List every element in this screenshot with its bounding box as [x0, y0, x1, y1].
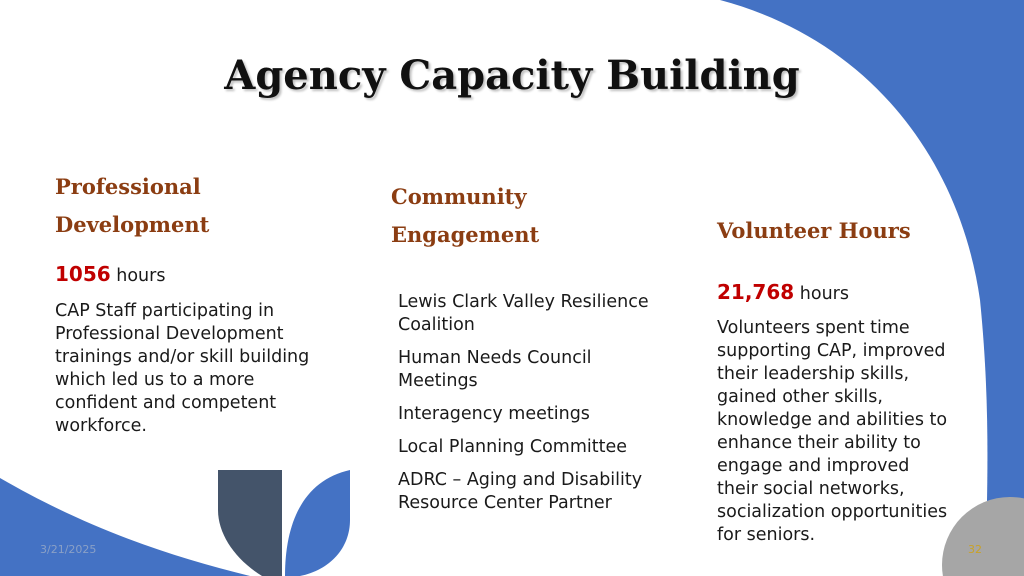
list-item: Lewis Clark Valley Resilience Coalition — [398, 292, 649, 335]
volunteer-description: Volunteers spent time supporting CAP, improved their leadership skills, gained other skills, knowledge and abilities to enhance their ability to engage and improved their social networks, socialization opportunities for seniors. — [717, 318, 948, 545]
community-list — [398, 291, 658, 525]
professional-development-heading — [55, 168, 209, 244]
list-item: ADRC – Aging and Disability Resource Center Partner — [398, 470, 643, 513]
professional-heading-line1: Professional — [55, 174, 201, 199]
volunteer-hours-value: 21,768 — [717, 280, 795, 304]
professional-hours-unit: hours — [116, 266, 166, 286]
professional-description: CAP Staff participating in Professional Development trainings and/or skill building which led us to a more confident and competent workforce. — [55, 301, 310, 436]
professional-hours-metric — [55, 262, 165, 286]
professional-heading-line2: Development — [55, 212, 210, 237]
professional-hours-value: 1056 — [55, 262, 111, 286]
community-heading-line1: Community — [391, 184, 527, 209]
page-title: Agency Capacity Building — [224, 52, 800, 99]
volunteer-hours-metric — [717, 280, 849, 304]
volunteer-hours-unit: hours — [799, 284, 849, 304]
footer-date: 3/21/2025 — [40, 543, 97, 556]
community-heading-line2: Engagement — [391, 222, 540, 247]
community-engagement-heading — [391, 178, 539, 254]
list-item: Local Planning Committee — [398, 437, 628, 457]
page-number: 32 — [968, 543, 982, 556]
volunteer-hours-heading — [717, 212, 911, 250]
list-item: Interagency meetings — [398, 404, 590, 424]
volunteer-heading: Volunteer Hours — [717, 218, 911, 243]
list-item: Human Needs Council Meetings — [398, 348, 592, 391]
